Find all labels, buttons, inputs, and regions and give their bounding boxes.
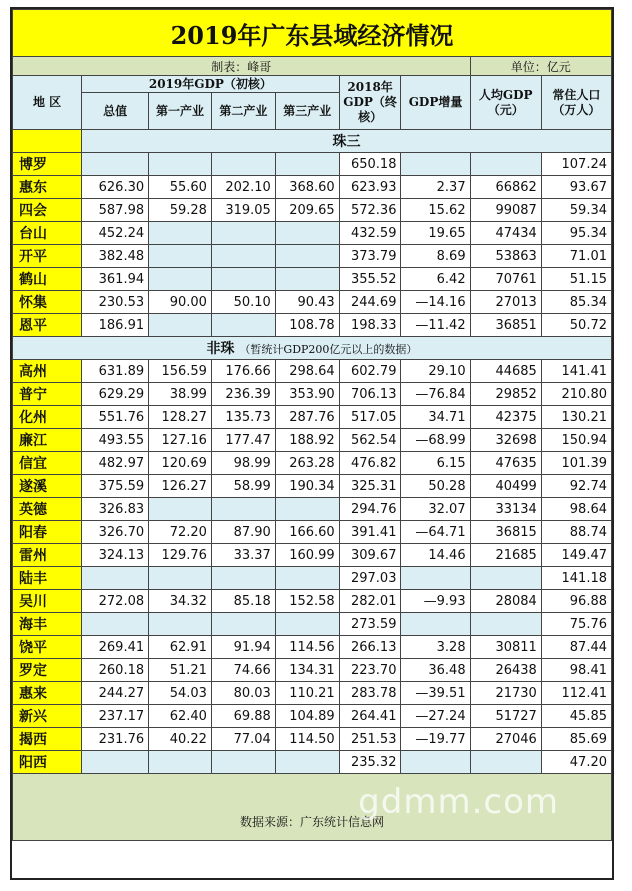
- table-row: [13, 383, 612, 406]
- cell-growth: 15.62: [401, 199, 470, 222]
- region-name: 廉江: [13, 429, 82, 452]
- cell-total: [82, 153, 149, 176]
- region-name: 陆丰: [13, 567, 82, 590]
- cell-growth: [401, 153, 470, 176]
- region-name: 开平: [13, 245, 82, 268]
- cell-total: [82, 613, 149, 636]
- cell-pop: 85.34: [541, 291, 611, 314]
- cell-p2: 77.04: [211, 728, 275, 751]
- cell-p2: 50.10: [211, 291, 275, 314]
- cell-p3: 190.34: [275, 475, 339, 498]
- cell-g2018: 264.41: [339, 705, 401, 728]
- cell-total: [82, 567, 149, 590]
- cell-p2: 74.66: [211, 659, 275, 682]
- cell-g2018: 373.79: [339, 245, 401, 268]
- cell-p3: 188.92: [275, 429, 339, 452]
- cell-p3: 114.56: [275, 636, 339, 659]
- cell-growth: 50.28: [401, 475, 470, 498]
- cell-g2018: 432.59: [339, 222, 401, 245]
- region-name: 新兴: [13, 705, 82, 728]
- cell-p3: [275, 613, 339, 636]
- cell-p3: 152.58: [275, 590, 339, 613]
- cell-pc: 36815: [470, 521, 541, 544]
- cell-pc: [470, 751, 541, 774]
- cell-pop: 45.85: [541, 705, 611, 728]
- cell-p2: 91.94: [211, 636, 275, 659]
- cell-pc: 47434: [470, 222, 541, 245]
- cell-pc: 70761: [470, 268, 541, 291]
- cell-growth: 3.28: [401, 636, 470, 659]
- cell-p2: 85.18: [211, 590, 275, 613]
- cell-pc: 53863: [470, 245, 541, 268]
- cell-total: 231.76: [82, 728, 149, 751]
- footer: [13, 774, 612, 841]
- cell-total: 631.89: [82, 360, 149, 383]
- cell-g2018: 602.79: [339, 360, 401, 383]
- table-row: [13, 498, 612, 521]
- cell-total: 326.83: [82, 498, 149, 521]
- cell-g2018: 391.41: [339, 521, 401, 544]
- cell-pop: 92.74: [541, 475, 611, 498]
- table-row: [13, 590, 612, 613]
- cell-pop: 98.41: [541, 659, 611, 682]
- cell-pop: 210.80: [541, 383, 611, 406]
- cell-p1: 38.99: [149, 383, 212, 406]
- group-spacer: [13, 130, 82, 153]
- cell-total: 272.08: [82, 590, 149, 613]
- cell-p2: [211, 314, 275, 337]
- cell-total: 493.55: [82, 429, 149, 452]
- cell-pop: 59.34: [541, 199, 611, 222]
- table-row: [13, 406, 612, 429]
- cell-g2018: 297.03: [339, 567, 401, 590]
- cell-p2: 69.88: [211, 705, 275, 728]
- region-name: 普宁: [13, 383, 82, 406]
- cell-p1: [149, 153, 212, 176]
- cell-p3: 108.78: [275, 314, 339, 337]
- maker-label: 制表：峰哥: [13, 57, 471, 76]
- table-row: [13, 544, 612, 567]
- cell-pop: 71.01: [541, 245, 611, 268]
- cell-growth: —27.24: [401, 705, 470, 728]
- cell-p3: 209.65: [275, 199, 339, 222]
- region-name: 惠东: [13, 176, 82, 199]
- cell-p2: [211, 567, 275, 590]
- table-row: [13, 659, 612, 682]
- region-name: 遂溪: [13, 475, 82, 498]
- spreadsheet: [10, 7, 614, 880]
- cell-total: 382.48: [82, 245, 149, 268]
- cell-p3: 160.99: [275, 544, 339, 567]
- group-feizhu-title: 非珠: [206, 341, 235, 357]
- watermark: gdmm.com: [358, 782, 559, 822]
- cell-p2: 33.37: [211, 544, 275, 567]
- cell-pop: 101.39: [541, 452, 611, 475]
- cell-p2: [211, 153, 275, 176]
- source-note: 数据来源：广东统计信息网: [239, 814, 384, 829]
- cell-pc: 27013: [470, 291, 541, 314]
- cell-pop: 150.94: [541, 429, 611, 452]
- region-name: 饶平: [13, 636, 82, 659]
- region-name: 鹤山: [13, 268, 82, 291]
- cell-g2018: 282.01: [339, 590, 401, 613]
- table-row: [13, 199, 612, 222]
- cell-total: 629.29: [82, 383, 149, 406]
- cell-pop: 112.41: [541, 682, 611, 705]
- group-feizhu: [13, 337, 612, 360]
- cell-pop: 87.44: [541, 636, 611, 659]
- cell-pop: 96.88: [541, 590, 611, 613]
- cell-growth: [401, 613, 470, 636]
- region-name: 博罗: [13, 153, 82, 176]
- cell-pop: 93.67: [541, 176, 611, 199]
- cell-total: 230.53: [82, 291, 149, 314]
- cell-p1: [149, 314, 212, 337]
- cell-pc: 47635: [470, 452, 541, 475]
- group-feizhu-note: （暂统计GDP200亿元以上的数据）: [239, 343, 418, 356]
- cell-growth: 19.65: [401, 222, 470, 245]
- cell-g2018: 266.13: [339, 636, 401, 659]
- cell-p3: 104.89: [275, 705, 339, 728]
- cell-p3: 110.21: [275, 682, 339, 705]
- cell-growth: [401, 751, 470, 774]
- cell-g2018: 572.36: [339, 199, 401, 222]
- cell-pc: 99087: [470, 199, 541, 222]
- cell-pc: [470, 153, 541, 176]
- cell-pc: 36851: [470, 314, 541, 337]
- cell-total: 482.97: [82, 452, 149, 475]
- table-row: [13, 682, 612, 705]
- cell-pc: [470, 613, 541, 636]
- table-row: [13, 728, 612, 751]
- cell-p3: [275, 222, 339, 245]
- cell-pop: 50.72: [541, 314, 611, 337]
- cell-p2: 58.99: [211, 475, 275, 498]
- cell-growth: [401, 567, 470, 590]
- cell-p1: [149, 567, 212, 590]
- cell-pop: 88.74: [541, 521, 611, 544]
- cell-p2: 135.73: [211, 406, 275, 429]
- cell-p1: [149, 751, 212, 774]
- cell-g2018: 198.33: [339, 314, 401, 337]
- cell-g2018: 251.53: [339, 728, 401, 751]
- cell-p2: 87.90: [211, 521, 275, 544]
- cell-pop: 47.20: [541, 751, 611, 774]
- cell-total: 626.30: [82, 176, 149, 199]
- cell-p1: 54.03: [149, 682, 212, 705]
- cell-p3: 134.31: [275, 659, 339, 682]
- region-name: 惠来: [13, 682, 82, 705]
- cell-pc: 32698: [470, 429, 541, 452]
- cell-pc: [470, 567, 541, 590]
- table-row: [13, 636, 612, 659]
- cell-pop: 141.41: [541, 360, 611, 383]
- cell-pop: 75.76: [541, 613, 611, 636]
- cell-p3: 287.76: [275, 406, 339, 429]
- cell-pc: 29852: [470, 383, 541, 406]
- cell-p2: [211, 498, 275, 521]
- cell-growth: 34.71: [401, 406, 470, 429]
- cell-total: 361.94: [82, 268, 149, 291]
- table-row: [13, 268, 612, 291]
- cell-g2018: 650.18: [339, 153, 401, 176]
- region-name: 阳西: [13, 751, 82, 774]
- cell-p2: 98.99: [211, 452, 275, 475]
- cell-total: 375.59: [82, 475, 149, 498]
- cell-pop: 141.18: [541, 567, 611, 590]
- cell-g2018: 283.78: [339, 682, 401, 705]
- cell-pop: 95.34: [541, 222, 611, 245]
- region-name: 揭西: [13, 728, 82, 751]
- region-name: 雷州: [13, 544, 82, 567]
- cell-p1: [149, 613, 212, 636]
- table-row: [13, 360, 612, 383]
- cell-p2: [211, 268, 275, 291]
- table-row: [13, 452, 612, 475]
- header-primary: 第一产业: [149, 93, 212, 130]
- cell-pc: 40499: [470, 475, 541, 498]
- cell-p1: 59.28: [149, 199, 212, 222]
- gdp-table: [12, 9, 612, 841]
- cell-p1: 72.20: [149, 521, 212, 544]
- cell-g2018: 294.76: [339, 498, 401, 521]
- cell-p1: 62.91: [149, 636, 212, 659]
- cell-g2018: 273.59: [339, 613, 401, 636]
- header-per-capita: 人均GDP（元）: [470, 76, 541, 130]
- header-population: 常住人口（万人）: [541, 76, 611, 130]
- cell-p1: 55.60: [149, 176, 212, 199]
- table-row: [13, 475, 612, 498]
- cell-pop: 51.15: [541, 268, 611, 291]
- cell-p1: 90.00: [149, 291, 212, 314]
- region-name: 吴川: [13, 590, 82, 613]
- cell-p1: 51.21: [149, 659, 212, 682]
- region-name: 阳春: [13, 521, 82, 544]
- cell-g2018: 706.13: [339, 383, 401, 406]
- cell-p2: 319.05: [211, 199, 275, 222]
- region-name: 罗定: [13, 659, 82, 682]
- cell-pc: 51727: [470, 705, 541, 728]
- header-gdp2019: 2019年GDP（初核）: [82, 76, 340, 93]
- region-name: 四会: [13, 199, 82, 222]
- cell-p3: 353.90: [275, 383, 339, 406]
- cell-pop: 98.64: [541, 498, 611, 521]
- header-region: 地 区: [13, 76, 82, 130]
- table-row: [13, 705, 612, 728]
- cell-p2: 236.39: [211, 383, 275, 406]
- table-title: 2019年广东县域经济情况: [13, 10, 612, 57]
- cell-p3: 368.60: [275, 176, 339, 199]
- table-row: [13, 429, 612, 452]
- table-row: [13, 314, 612, 337]
- cell-pop: 85.69: [541, 728, 611, 751]
- table-row: [13, 291, 612, 314]
- cell-g2018: 562.54: [339, 429, 401, 452]
- cell-g2018: 223.70: [339, 659, 401, 682]
- cell-total: 186.91: [82, 314, 149, 337]
- cell-p2: [211, 222, 275, 245]
- cell-p1: [149, 268, 212, 291]
- cell-p1: 62.40: [149, 705, 212, 728]
- cell-growth: 6.42: [401, 268, 470, 291]
- cell-growth: 36.48: [401, 659, 470, 682]
- cell-p1: 40.22: [149, 728, 212, 751]
- cell-p3: 298.64: [275, 360, 339, 383]
- cell-p3: [275, 153, 339, 176]
- cell-p2: [211, 751, 275, 774]
- cell-pop: 130.21: [541, 406, 611, 429]
- cell-growth: —39.51: [401, 682, 470, 705]
- cell-growth: —68.99: [401, 429, 470, 452]
- cell-total: 452.24: [82, 222, 149, 245]
- cell-p2: [211, 245, 275, 268]
- cell-p3: 114.50: [275, 728, 339, 751]
- region-name: 英德: [13, 498, 82, 521]
- cell-total: 244.27: [82, 682, 149, 705]
- cell-total: 326.70: [82, 521, 149, 544]
- cell-pop: 149.47: [541, 544, 611, 567]
- cell-p3: [275, 567, 339, 590]
- cell-growth: —11.42: [401, 314, 470, 337]
- cell-total: 587.98: [82, 199, 149, 222]
- cell-p3: 90.43: [275, 291, 339, 314]
- header-gdp2018: 2018年GDP（终核）: [339, 76, 401, 130]
- cell-p2: 202.10: [211, 176, 275, 199]
- unit-label: 单位：亿元: [470, 57, 611, 76]
- cell-pc: 21730: [470, 682, 541, 705]
- region-name: 恩平: [13, 314, 82, 337]
- cell-growth: —76.84: [401, 383, 470, 406]
- cell-g2018: 517.05: [339, 406, 401, 429]
- cell-growth: 32.07: [401, 498, 470, 521]
- cell-p1: 129.76: [149, 544, 212, 567]
- cell-p3: [275, 245, 339, 268]
- cell-pc: 27046: [470, 728, 541, 751]
- cell-growth: —64.71: [401, 521, 470, 544]
- cell-g2018: 235.32: [339, 751, 401, 774]
- cell-p1: 34.32: [149, 590, 212, 613]
- cell-pc: 33134: [470, 498, 541, 521]
- cell-total: 324.13: [82, 544, 149, 567]
- cell-p1: 156.59: [149, 360, 212, 383]
- zhusan-rows: [13, 153, 612, 337]
- cell-growth: 2.37: [401, 176, 470, 199]
- cell-p3: [275, 498, 339, 521]
- cell-pc: 21685: [470, 544, 541, 567]
- table-row: [13, 153, 612, 176]
- cell-total: 237.17: [82, 705, 149, 728]
- cell-g2018: 355.52: [339, 268, 401, 291]
- cell-growth: 14.46: [401, 544, 470, 567]
- region-name: 台山: [13, 222, 82, 245]
- cell-p2: [211, 613, 275, 636]
- cell-growth: 8.69: [401, 245, 470, 268]
- cell-p1: [149, 498, 212, 521]
- cell-p1: 120.69: [149, 452, 212, 475]
- feizhu-rows: [13, 360, 612, 774]
- header-secondary: 第二产业: [211, 93, 275, 130]
- cell-growth: 6.15: [401, 452, 470, 475]
- header-tertiary: 第三产业: [275, 93, 339, 130]
- cell-p1: 127.16: [149, 429, 212, 452]
- cell-pc: 28084: [470, 590, 541, 613]
- region-name: 信宜: [13, 452, 82, 475]
- table-row: [13, 567, 612, 590]
- cell-g2018: 309.67: [339, 544, 401, 567]
- cell-growth: —9.93: [401, 590, 470, 613]
- region-name: 化州: [13, 406, 82, 429]
- cell-pc: 42375: [470, 406, 541, 429]
- cell-p2: 177.47: [211, 429, 275, 452]
- table-row: [13, 751, 612, 774]
- cell-p3: [275, 751, 339, 774]
- cell-g2018: 325.31: [339, 475, 401, 498]
- cell-p1: 126.27: [149, 475, 212, 498]
- region-name: 怀集: [13, 291, 82, 314]
- cell-total: 269.41: [82, 636, 149, 659]
- table-row: [13, 245, 612, 268]
- header-growth: GDP增量: [401, 76, 470, 130]
- cell-p2: 176.66: [211, 360, 275, 383]
- cell-growth: —14.16: [401, 291, 470, 314]
- table-row: [13, 222, 612, 245]
- cell-p3: [275, 268, 339, 291]
- cell-growth: —19.77: [401, 728, 470, 751]
- cell-g2018: 244.69: [339, 291, 401, 314]
- table-row: [13, 613, 612, 636]
- cell-pc: 66862: [470, 176, 541, 199]
- table-row: [13, 176, 612, 199]
- cell-total: 260.18: [82, 659, 149, 682]
- cell-p1: [149, 245, 212, 268]
- group-zhusan: 珠三: [82, 130, 612, 153]
- header-total: 总值: [82, 93, 149, 130]
- cell-p1: [149, 222, 212, 245]
- region-name: 海丰: [13, 613, 82, 636]
- cell-p3: 263.28: [275, 452, 339, 475]
- cell-growth: 29.10: [401, 360, 470, 383]
- cell-p1: 128.27: [149, 406, 212, 429]
- cell-pc: 26438: [470, 659, 541, 682]
- cell-p3: 166.60: [275, 521, 339, 544]
- region-name: 高州: [13, 360, 82, 383]
- cell-g2018: 623.93: [339, 176, 401, 199]
- cell-pc: 44685: [470, 360, 541, 383]
- cell-g2018: 476.82: [339, 452, 401, 475]
- cell-p2: 80.03: [211, 682, 275, 705]
- cell-pc: 30811: [470, 636, 541, 659]
- cell-pop: 107.24: [541, 153, 611, 176]
- cell-total: [82, 751, 149, 774]
- table-row: [13, 521, 612, 544]
- cell-total: 551.76: [82, 406, 149, 429]
